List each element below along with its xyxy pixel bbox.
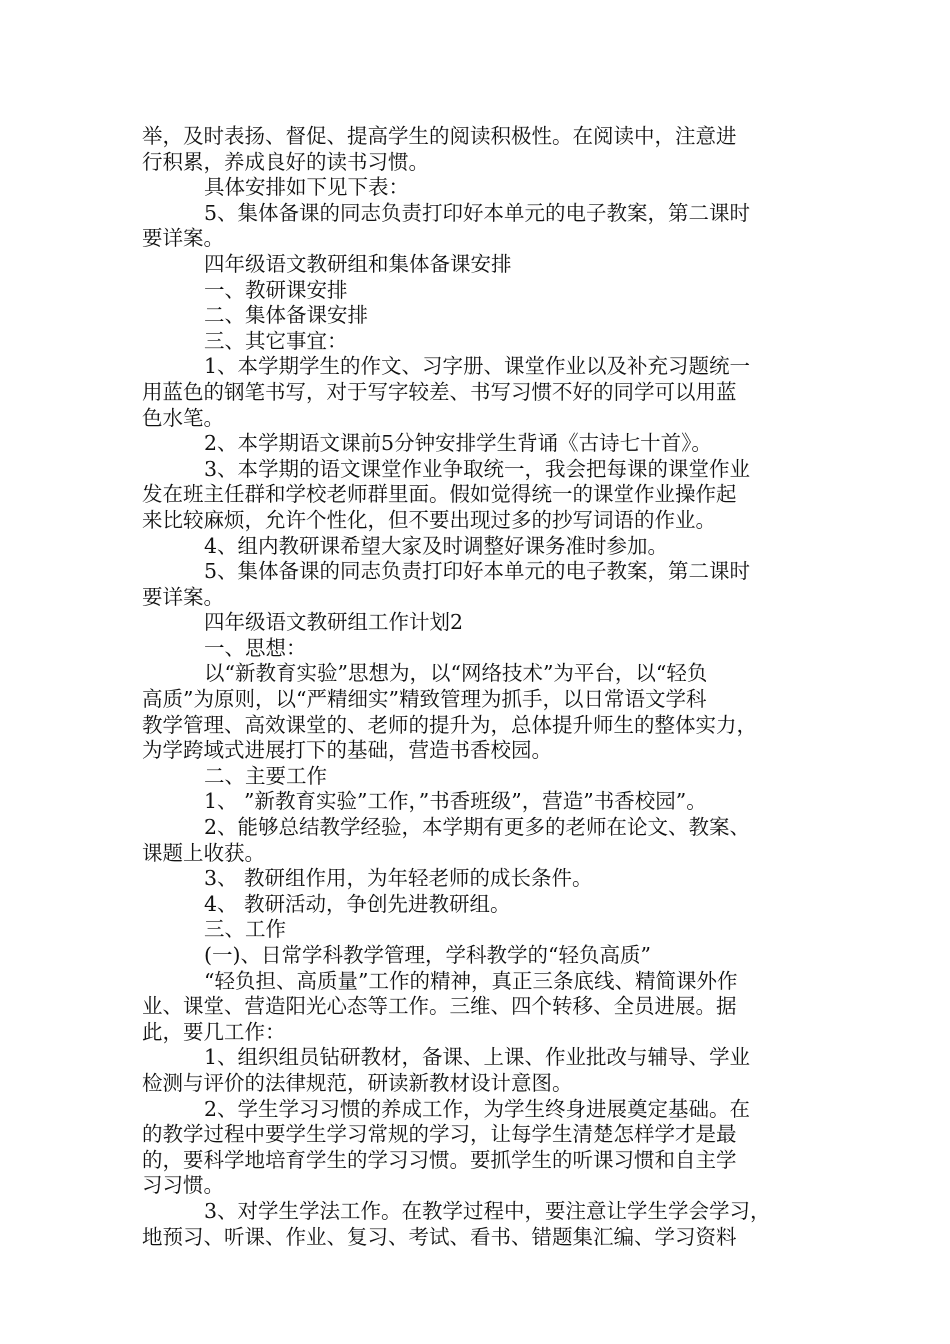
text-line: 举，及时表扬、督促、提高学生的阅读积极性。在阅读中，注意进 (142, 124, 737, 148)
text-line: 1、组织组员钻研教材，备课、上课、作业批改与辅导、学业 (204, 1045, 751, 1070)
text-line: 课题上收获。 (142, 840, 265, 865)
text-line: 色水笔。 (142, 405, 224, 430)
text-line: 二、集体备课安排 (204, 303, 368, 328)
text-line: 发在班主任群和学校老师群里面。假如觉得统一的课堂作业操作起 (142, 482, 737, 507)
text-line: 一、思想： (204, 635, 307, 660)
text-line: (一)、日常学科教学管理，学科教学的“轻负高质” (204, 943, 651, 967)
text-line: 1、本学期学生的作文、习字册、课堂作业以及补充习题统一 (204, 354, 751, 379)
text-line: 4、组内教研课希望大家及时调整好课务准时参加。 (204, 533, 669, 558)
text-line: 三、工作 (204, 917, 286, 942)
text-line: 5、集体备课的同志负责打印好本单元的电子教案，第二课时 (204, 200, 751, 225)
text-line: 三、其它事宜： (204, 328, 348, 353)
text-line: 为学跨域式进展打下的基础，营造书香校园。 (142, 738, 552, 763)
text-line: 要详案。 (142, 584, 224, 609)
text-line: 此，要几工作： (142, 1019, 286, 1044)
text-line: 5、集体备课的同志负责打印好本单元的电子教案，第二课时 (204, 559, 751, 584)
text-line: 要详案。 (142, 226, 224, 251)
text-line: 的教学过程中要学生学习常规的学习，让每学生清楚怎样学才是最 (142, 1122, 737, 1147)
text-line: “轻负担、高质量”工作的精神，真正三条底线、精简课外作 (204, 968, 738, 993)
text-line: 地预习、听课、作业、复习、考试、看书、错题集汇编、学习资料 (142, 1224, 737, 1249)
text-line: 1、 ”新教育实验”工作，”书香班级”，营造”书香校园”。 (204, 789, 707, 814)
text-line: 二、主要工作 (204, 763, 327, 788)
text-line: 的，要科学地培育学生的学习习惯。要抓学生的听课习惯和自主学 (142, 1147, 737, 1172)
text-line: 一、教研课安排 (204, 277, 348, 302)
text-line: 2、学生学习习惯的养成工作，为学生终身进展奠定基础。在 (204, 1096, 751, 1121)
text-line: 具体安排如下见下表： (204, 175, 409, 200)
section-heading: 四年级语文教研组工作计划2 (204, 610, 464, 635)
text-line: 检测与评价的法律规范，研读新教材设计意图。 (142, 1070, 573, 1095)
text-line: 用蓝色的钢笔书写，对于写字较差、书写习惯不好的同学可以用蓝 (142, 379, 737, 404)
text-line: 2、能够总结教学经验，本学期有更多的老师在论文、教案、 (204, 815, 751, 840)
text-line: 3、 教研组作用，为年轻老师的成长条件。 (204, 866, 593, 891)
text-line: 行积累，养成良好的读书习惯。 (142, 149, 429, 174)
text-line: 2、本学期语文课前5分钟安排学生背诵《古诗七十首》。 (204, 431, 712, 456)
text-line: 来比较麻烦，允许个性化，但不要出现过多的抄写词语的作业。 (142, 507, 716, 532)
text-line: 3、本学期的语文课堂作业争取统一，我会把每课的课堂作业 (204, 456, 751, 481)
text-line: 3、对学生学法工作。在教学过程中，要注意让学生学会学习， (204, 1198, 771, 1223)
document-page (142, 124, 832, 1250)
text-line: 4、 教研活动，争创先进教研组。 (204, 891, 511, 916)
text-line: 习习惯。 (142, 1173, 224, 1198)
text-line: 教学管理、高效课堂的、老师的提升为，总体提升师生的整体实力， (142, 712, 757, 737)
section-heading: 四年级语文教研组和集体备课安排 (204, 251, 512, 276)
text-line: 业、课堂、营造阳光心态等工作。三维、四个转移、全员进展。据 (142, 994, 737, 1019)
text-line: 高质”为原则，以“严精细实”精致管理为抓手，以日常语文学科 (142, 687, 707, 712)
text-line: 以“新教育实验”思想为，以“网络技术”为平台，以“轻负 (204, 661, 708, 686)
